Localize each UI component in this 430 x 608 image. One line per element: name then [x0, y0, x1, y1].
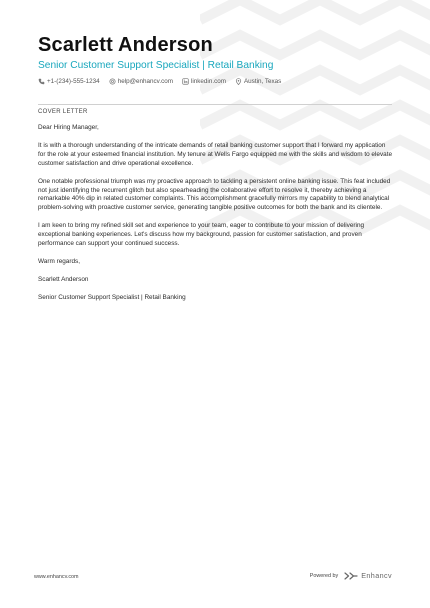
contact-phone[interactable]: [38, 78, 100, 85]
contact-linkedin[interactable]: [182, 78, 226, 85]
contact-location: [235, 78, 281, 85]
resume-header: [38, 34, 398, 85]
phone-icon: [38, 78, 45, 85]
powered-by-text: Powered by: [309, 572, 339, 579]
letter-paragraph: I am keen to bring my refined skill set and experience to your team, eager to contribute to your mission of delivering exceptional banking experiences. Let's discuss how my background, passion for customer satisfaction, and proven performance can support your continued success.: [38, 222, 365, 248]
letter-signature-title: Senior Customer Support Specialist | Retail Banking: [38, 293, 186, 301]
at-icon: [109, 78, 116, 85]
letter-paragraph: One notable professional triumph was my proactive approach to tackling a persistent online banking issue. This feat included not just identifying the recurrent glitch but also spearheading the collaborative effort to resolve it, thereby achieving a remarkable 40% dip in related customer complaints. This accomplishment gracefully mirrors my capability to blend analytical problem-solving with proactive customer service, generating tangible positive outcomes for both the bank and its clientele.: [38, 177, 391, 212]
linkedin-icon: [182, 78, 189, 85]
candidate-title: Senior Customer Support Specialist | Retail Banking: [38, 60, 274, 71]
letter-greeting: Dear Hiring Manager,: [38, 124, 99, 131]
letter-paragraph: It is with a thorough understanding of the intricate demands of retail banking customer support that I forward my application for the role at your esteemed financial institution. My tenure at Wells Fargo equipped me with the skills and wisdom to elevate customer satisfaction and drive operational excellence.: [38, 141, 393, 167]
enhancv-logo[interactable]: [344, 571, 392, 580]
contact-email[interactable]: [109, 78, 173, 85]
letter-closing: Warm regards,: [38, 257, 81, 265]
linkedin-text: linkedin.com: [190, 78, 226, 85]
brand-name: Enhancv: [361, 571, 392, 580]
section-divider: [38, 104, 392, 105]
cover-letter-body: [38, 124, 394, 312]
contact-bar: [38, 78, 398, 85]
phone-text: +1-(234)-555-1234: [47, 78, 100, 85]
email-text: help@enhancv.com: [117, 78, 173, 85]
enhancv-logo-icon: [344, 572, 358, 580]
footer-powered-by: [310, 571, 392, 580]
candidate-name: Scarlett Anderson: [38, 34, 213, 56]
location-text: Austin, Texas: [243, 78, 282, 85]
section-heading-cover-letter: COVER LETTER: [38, 109, 88, 115]
letter-signature: Scarlett Anderson: [38, 275, 89, 283]
location-icon: [235, 78, 242, 85]
footer-website-link[interactable]: www.enhancv.com: [34, 574, 79, 580]
